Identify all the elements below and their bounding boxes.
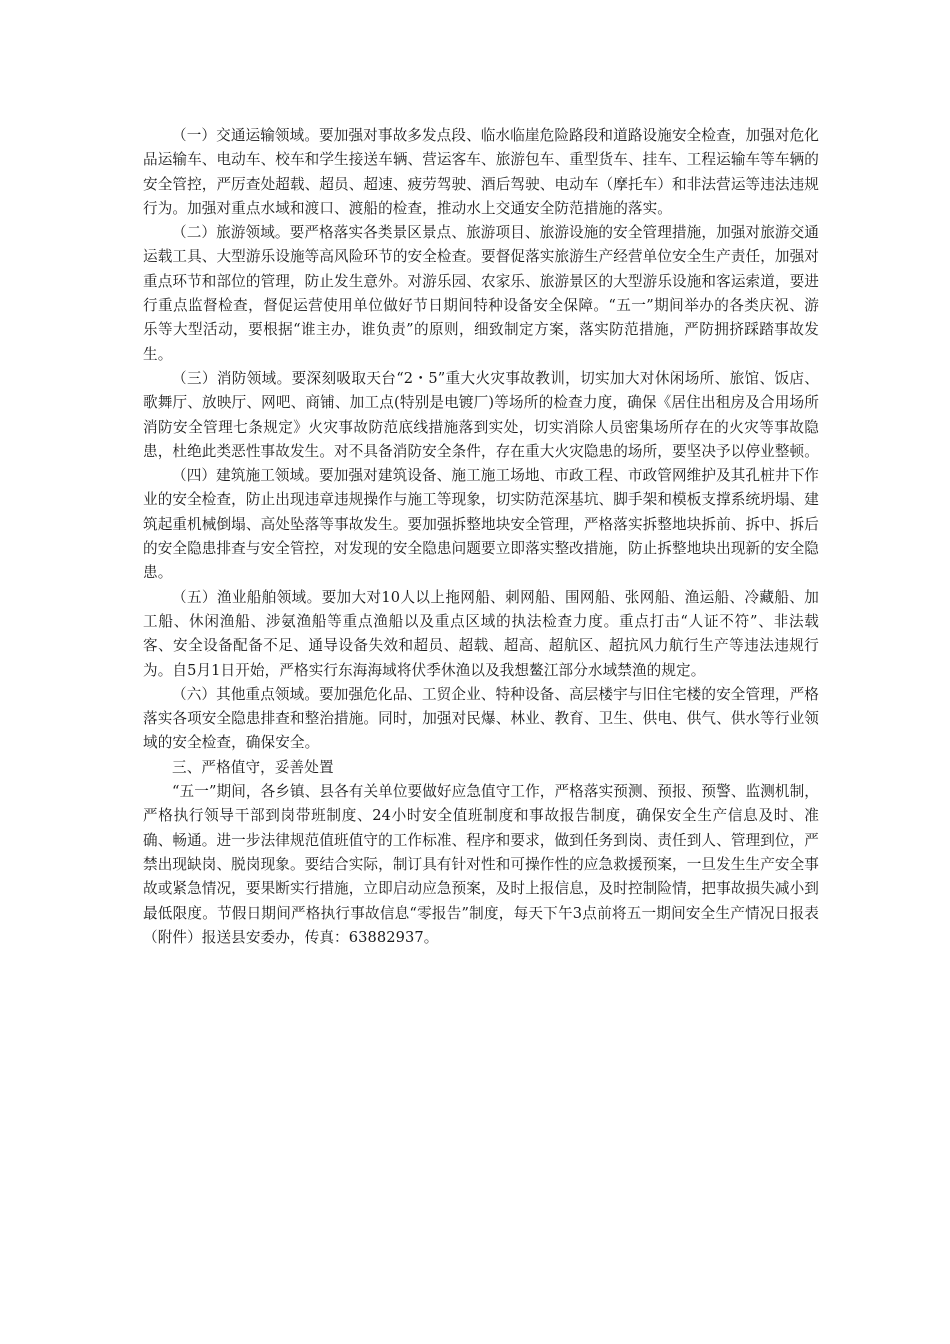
paragraph-tourism: （二）旅游领域。要严格落实各类景区景点、旅游项目、旅游设施的安全管理措施，加强对旅游交通运载工具、大型游乐设施等高风险环节的安全检查。要督促落实旅游生产经营单位安全生产责任，加强对重点环节和部位的管理，防止发生意外。对游乐园、农家乐、旅游景区的大型游乐设施和客运索道，要进行重点监督检查，督促运营使用单位做好节日期间特种设备安全保障。“五一”期间举办的各类庆祝、游乐等大型活动，要根据“谁主办，谁负责”的原则，细致制定方案，落实防范措施，严防拥挤踩踏事故发生。	[143, 224, 819, 363]
paragraph-fire-safety: （三）消防领域。要深刻吸取天台“2・5”重大火灾事故教训，切实加大对休闲场所、旅馆、饭店、歌舞厅、放映厅、网吧、商铺、加工点(特别是电镀厂)等场所的检查力度，确保《居住出租房及合用场所消防安全管理七条规定》火灾事故防范底线措施落到实处，切实消除人员密集场所存在的火灾等事故隐患，杜绝此类恶性事故发生。对不具备消防安全条件，存在重大火灾隐患的场所，要坚决予以停业整顿。	[143, 369, 819, 460]
paragraph-other-areas: （六）其他重点领域。要加强危化品、工贸企业、特种设备、高层楼宇与旧住宅楼的安全管理，严格落实各项安全隐患排查和整治措施。同时，加强对民爆、林业、教育、卫生、供电、供气、供水等行业领域的安全检查，确保安全。	[143, 685, 819, 752]
paragraph-fishing-vessels: （五）渔业船舶领域。要加大对10人以上拖网船、刺网船、围网船、张网船、渔运船、冷藏船、加工船、休闲渔船、涉氨渔船等重点渔船以及重点区域的执法检查力度。重点打击“人证不符”、非法载客、安全设备配备不足、通导设备失效和超员、超载、超高、超航区、超抗风力航行生产等违法违规行为。自5月1日开始，严格实行东海海域将伏季休渔以及我想鳌江部分水域禁渔的规定。	[143, 588, 819, 679]
paragraph-construction: （四）建筑施工领域。要加强对建筑设备、施工施工场地、市政工程、市政管网维护及其孔桩井下作业的安全检查，防止出现违章违规操作与施工等现象，切实防范深基坑、脚手架和模板支撑系统坍塌、建筑起重机械倒塌、高处坠落等事故发生。要加强拆整地块安全管理，严格落实拆整地块拆前、拆中、拆后的安全隐患排查与安全管控，对发现的安全隐患问题要立即落实整改措施，防止拆整地块出现新的安全隐患。	[143, 467, 819, 582]
paragraph-traffic: （一）交通运输领域。要加强对事故多发点段、临水临崖危险路段和道路设施安全检查，加强对危化品运输车、电动车、校车和学生接送车辆、营运客车、旅游包车、重型货车、挂车、工程运输车等车辆的安全管控，严厉查处超载、超员、超速、疲劳驾驶、酒后驾驶、电动车（摩托车）和非法营运等违法违规行为。加强对重点水域和渡口、渡船的检查，推动水上交通安全防范措施的落实。	[143, 127, 819, 217]
document-body	[143, 124, 819, 950]
section-heading-duty: 三、严格值守，妥善处置	[172, 758, 334, 776]
paragraph-duty: “五一”期间，各乡镇、县各有关单位要做好应急值守工作，严格落实预测、预报、预警、监测机制，严格执行领导干部到岗带班制度、24小时安全值班制度和事故报告制度，确保安全生产信息及时、准确、畅通。进一步法律规范值班值守的工作标准、程序和要求，做到任务到岗、责任到人、管理到位，严禁出现缺岗、脱岗现象。要结合实际，制订具有针对性和可操作性的应急救援预案，一旦发生生产安全事故或紧急情况，要果断实行措施，立即启动应急预案，及时上报信息，及时控制险情，把事故损失减小到最低限度。节假日期间严格执行事故信息“零报告”制度，每天下午3点前将五一期间安全生产情况日报表（附件）报送县安委办，传真：63882937。	[143, 783, 819, 946]
